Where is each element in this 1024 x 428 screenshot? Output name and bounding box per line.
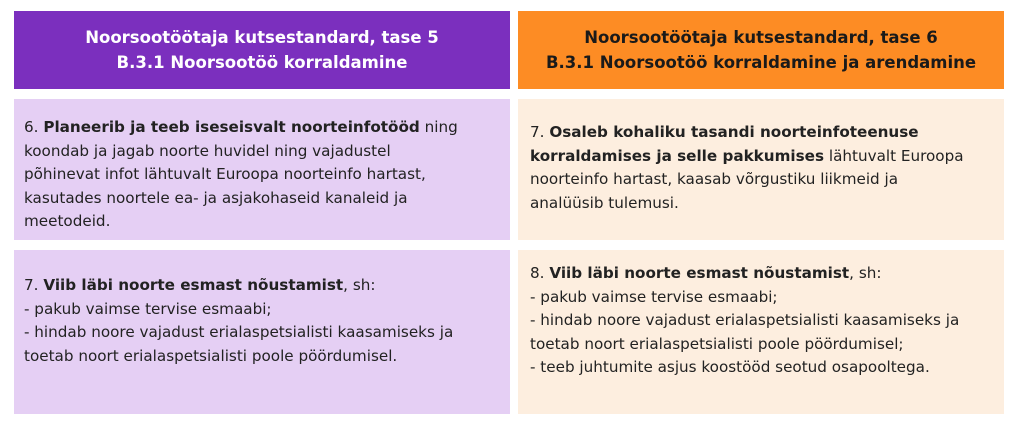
item-8-line-3: - hindab noore vajadust erialaspetsialisti kaasamiseks ja — [530, 311, 960, 329]
level-5-title: Noorsootöötaja kutsestandard, tase 5 — [85, 28, 439, 47]
level-6-subtitle: B.3.1 Noorsootöö korraldamine ja arendamine — [545, 53, 977, 72]
item-6-line-3: põhinevat infot lähtuvalt Euroopa noorteinfo hartast, — [24, 165, 426, 183]
item-7-line-1: 7. Osaleb kohaliku tasandi noorteinfoteenuse — [530, 123, 919, 141]
item-6-line-4: kasutades noortele ea- ja asjakohaseid kanaleid ja — [24, 188, 408, 207]
counselling-title: Viib läbi noorte esmast nõustamist — [43, 276, 344, 294]
item-7-line-3: noorteinfo hartast, kaasab võrgustiku liikmeid ja — [530, 170, 899, 188]
item-7-title-part-1: Osaleb kohaliku tasandi noorteinfoteenuse — [549, 123, 919, 141]
counselling-line-1: 7. Viib läbi noorte esmast nõustamist, sh: — [24, 276, 376, 294]
item-7-title-part-2: korraldamises ja selle pakkumises — [530, 146, 825, 165]
item-6-line-2: koondab ja jagab noorte huvidel ning vajadustel — [24, 141, 391, 160]
level-5-header — [14, 11, 510, 89]
item-6-title: Planeerib ja teeb iseseisvalt noorteinfotööd — [43, 118, 420, 136]
level-6-item-8 — [518, 250, 1004, 414]
counselling-line-3: - hindab noore vajadust erialaspetsialisti kaasamiseks ja — [24, 323, 454, 341]
counselling-line-2: - pakub vaimse tervise esmaabi; — [24, 299, 272, 318]
item-6-line-5: meetodeid. — [24, 212, 111, 230]
item-8-line-1: 8. Viib läbi noorte esmast nõustamist, sh: — [530, 264, 882, 282]
item-6-line-1: 6. Planeerib ja teeb iseseisvalt noorteinfotööd ning — [24, 118, 458, 136]
item-8-line-4: toetab noort erialaspetsialisti poole pöördumisel; — [530, 334, 904, 353]
level-5-subtitle: B.3.1 Noorsootöö korraldamine — [116, 53, 408, 72]
item-7-line-4: analüüsib tulemusi. — [530, 193, 679, 212]
level-6-header — [518, 11, 1004, 89]
level-5-item-6 — [14, 99, 510, 240]
level-5-item-7 — [14, 250, 510, 414]
level-6-title: Noorsootöötaja kutsestandard, tase 6 — [584, 28, 938, 47]
counselling-line-4: toetab noort erialaspetsialisti poole pöördumisel. — [24, 346, 398, 365]
level-6-item-7 — [518, 99, 1004, 240]
item-8-line-5: - teeb juhtumite asjus koostööd seotud osapooltega. — [530, 358, 930, 376]
item-8-line-2: - pakub vaimse tervise esmaabi; — [530, 287, 778, 306]
item-8-title: Viib läbi noorte esmast nõustamist — [549, 264, 850, 282]
item-7-line-2: korraldamises ja selle pakkumises lähtuvalt Euroopa — [530, 146, 964, 165]
